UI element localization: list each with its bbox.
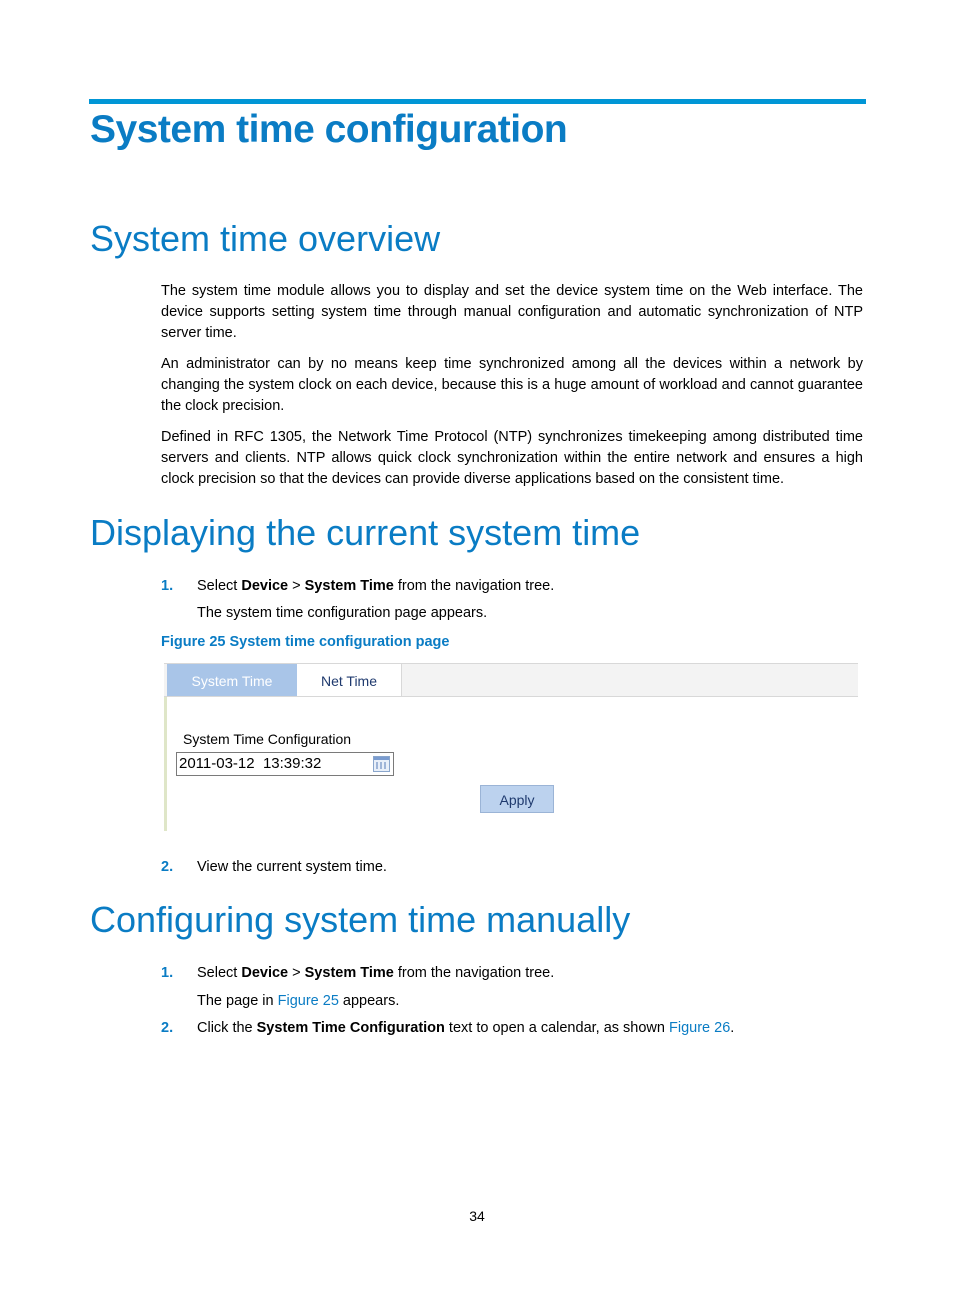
overview-paragraph: Defined in RFC 1305, the Network Time Protocol (NTP) synchronizes timekeeping among distributed time servers and clients. NTP allows quick clock synchronization within the entire network and ensures a high clock precision so that the devices can provide diverse applications based on the consistent time. — [161, 429, 863, 487]
heading-displaying: Displaying the current system time — [90, 512, 641, 553]
datetime-field[interactable] — [176, 752, 394, 776]
step-number: 1. — [161, 578, 174, 594]
tab-system-time[interactable]: System Time — [167, 664, 297, 696]
figure-26-link[interactable]: Figure 26 — [669, 1020, 731, 1036]
calendar-icon[interactable] — [373, 756, 390, 772]
tab-net-time[interactable]: Net Time — [297, 664, 402, 696]
step-text: View the current system time. — [197, 859, 387, 875]
overview-paragraph: An administrator can by no means keep time synchronized among all the devices within a network by changing the system clock on each device, because this is a huge amount of workload and cannot guarantee the clock precision. — [161, 356, 863, 414]
overview-paragraph: The system time module allows you to display and set the device system time on the Web interface. The device supports setting system time through manual configuration and automatic synchronization of NTP server time. — [161, 283, 863, 341]
step-text: Select Device > System Time from the navigation tree. — [197, 578, 555, 594]
heading-overview: System time overview — [90, 218, 441, 259]
figure-screenshot — [164, 663, 858, 831]
step-text: Select Device > System Time from the navigation tree. — [197, 965, 555, 981]
chapter-rule — [89, 99, 866, 104]
chapter-title: System time configuration — [90, 108, 568, 151]
step-number: 1. — [161, 965, 174, 981]
step-number: 2. — [161, 1020, 174, 1036]
step-result: The system time configuration page appears. — [197, 605, 488, 621]
apply-button[interactable]: Apply — [480, 785, 554, 813]
step-number: 2. — [161, 859, 174, 875]
step-text: Click the System Time Configuration text to open a calendar, as shown Figure 26. — [197, 1020, 735, 1036]
tab-bar — [164, 663, 858, 697]
system-time-configuration-link[interactable]: System Time Configuration — [183, 731, 352, 747]
page-number: 34 — [469, 1208, 485, 1224]
heading-manual: Configuring system time manually — [90, 899, 631, 940]
step-result: The page in Figure 25 appears. — [197, 993, 400, 1009]
figure-caption: Figure 25 System time configuration page — [161, 634, 450, 650]
figure-25-link[interactable]: Figure 25 — [277, 993, 339, 1009]
datetime-value: 2011-03-12 13:39:32 — [179, 755, 322, 772]
